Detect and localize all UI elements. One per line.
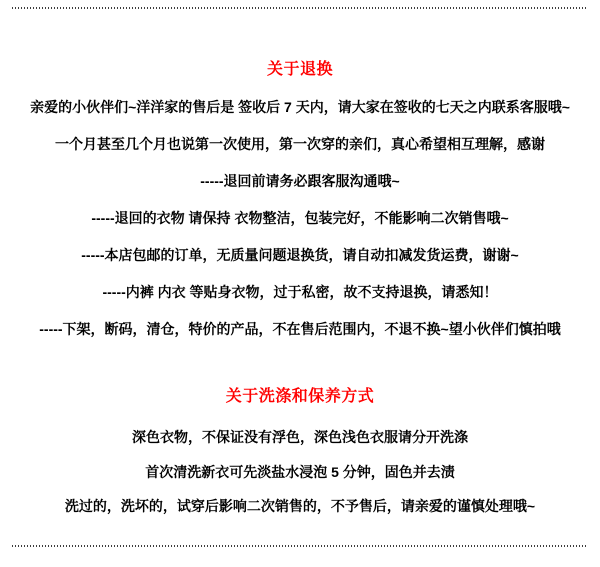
washing-care-line: 洗过的，洗坏的，试穿后影响二次销售的，不予售后，请亲爱的谨慎处理哦~ [64,498,536,514]
washing-care-section [0,387,600,516]
returns-policy-line: -----内裤 内衣 等贴身衣物，过于私密，故不支持退换，请悉知！ [102,284,498,300]
returns-policy-line: -----退回前请务必跟客服沟通哦~ [200,173,400,189]
policy-sheet [0,7,600,547]
washing-care-line: 深色衣物，不保证没有浮色，深色浅色衣服请分开洗涤 [132,429,468,445]
returns-section [0,60,600,339]
section-title-returns: 关于退换 [266,61,333,78]
returns-policy-line: -----退回的衣物 请保持 衣物整洁，包装完好，不能影响二次销售哦~ [91,210,509,226]
returns-policy-line: 一个月甚至几个月也说第一次使用，第一次穿的亲们，真心希望相互理解，感谢 [55,136,545,152]
section-title-washing: 关于洗涤和保养方式 [225,388,375,405]
returns-policy-line: -----下架，断码，清仓，特价的产品，不在售后范围内，不退不换~望小伙伴们慎拍哦 [39,321,561,337]
washing-care-line: 首次清洗新衣可先淡盐水浸泡 5 分钟，固色并去渍 [145,464,455,480]
bottom-dotted-divider [12,545,588,547]
returns-policy-line: -----本店包邮的订单，无质量问题退换货，请自动扣减发货运费，谢谢~ [81,247,519,263]
top-dotted-divider [12,7,588,9]
returns-policy-line: 亲爱的小伙伴们~洋洋家的售后是 签收后 7 天内，请大家在签收的七天之内联系客服哦~ [30,99,570,115]
